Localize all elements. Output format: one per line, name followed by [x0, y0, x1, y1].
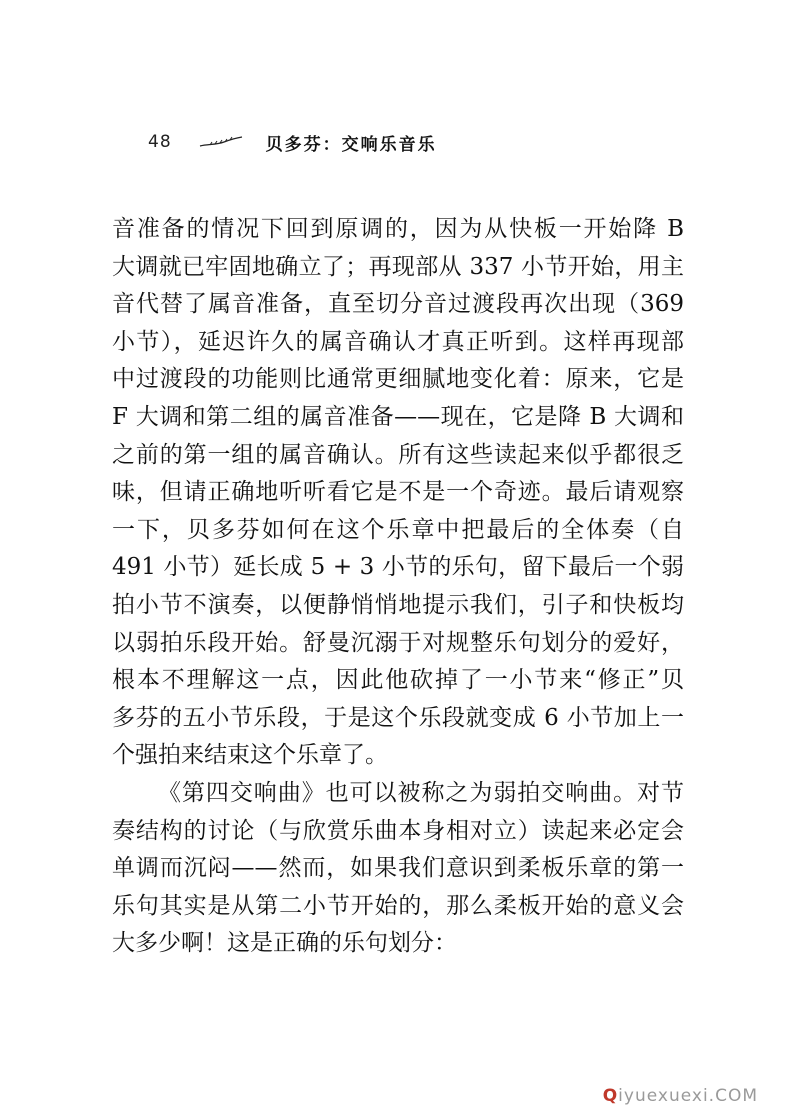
- text-line: 音代替了属音准备，直至切分音过渡段再次出现（369: [112, 291, 684, 318]
- text-line: 味，但请正确地听听看它是不是一个奇迹。最后请观察: [112, 479, 684, 506]
- text-line: 奏结构的讨论（与欣赏乐曲本身相对立）读起来必定会: [112, 817, 684, 844]
- body-text: [112, 211, 684, 963]
- text-line: F 大调和第二组的属音准备——现在，它是降 B 大调和: [112, 403, 684, 430]
- text-line: 根本不理解这一点，因此他砍掉了一小节来“修正”贝: [112, 667, 684, 694]
- text-line: 单调而沉闷——然而，如果我们意识到柔板乐章的第一: [112, 855, 684, 882]
- header-ornament-icon: [198, 135, 244, 149]
- text-line: 多芬的五小节乐段，于是这个乐段就变成 6 小节加上一: [112, 704, 684, 731]
- text-line: 之前的第一组的属音确认。所有这些读起来似乎都很乏: [112, 441, 684, 468]
- text-line: 小节），延迟许久的属音确认才真正听到。这样再现部: [112, 328, 684, 355]
- text-line: 以弱拍乐段开始。舒曼沉溺于对规整乐句划分的爱好，: [112, 629, 684, 656]
- watermark-brand-letter: Q: [602, 1086, 619, 1106]
- page-number: 48: [148, 132, 172, 152]
- running-title: 贝多芬：交响乐音乐: [265, 134, 437, 155]
- text-line: 中过渡段的功能则比通常更细腻地变化着：原来，它是: [112, 366, 684, 393]
- page-header: [148, 128, 437, 156]
- text-line: 大调就已牢固地确立了；再现部从 337 小节开始，用主: [112, 253, 684, 280]
- site-watermark: [603, 1086, 758, 1106]
- text-line: 拍小节不演奏，以便静悄悄地提示我们，引子和快板均: [112, 591, 684, 618]
- watermark-brand-text: iyuexuexi.COM: [618, 1086, 758, 1106]
- text-line: 大多少啊！这是正确的乐句划分：: [112, 930, 457, 957]
- text-line: 《第四交响曲》也可以被称之为弱拍交响曲。对节: [158, 779, 684, 806]
- text-line: 乐句其实是从第二小节开始的，那么柔板开始的意义会: [112, 892, 684, 919]
- text-line: 491 小节）延长成 5 + 3 小节的乐句，留下最后一个弱: [112, 554, 684, 581]
- text-line: 音准备的情况下回到原调的，因为从快板一开始降 B: [112, 216, 684, 242]
- text-line: 个强拍来结束这个乐章了。: [112, 742, 388, 769]
- text-line: 一下，贝多芬如何在这个乐章中把最后的全体奏（自: [112, 516, 684, 543]
